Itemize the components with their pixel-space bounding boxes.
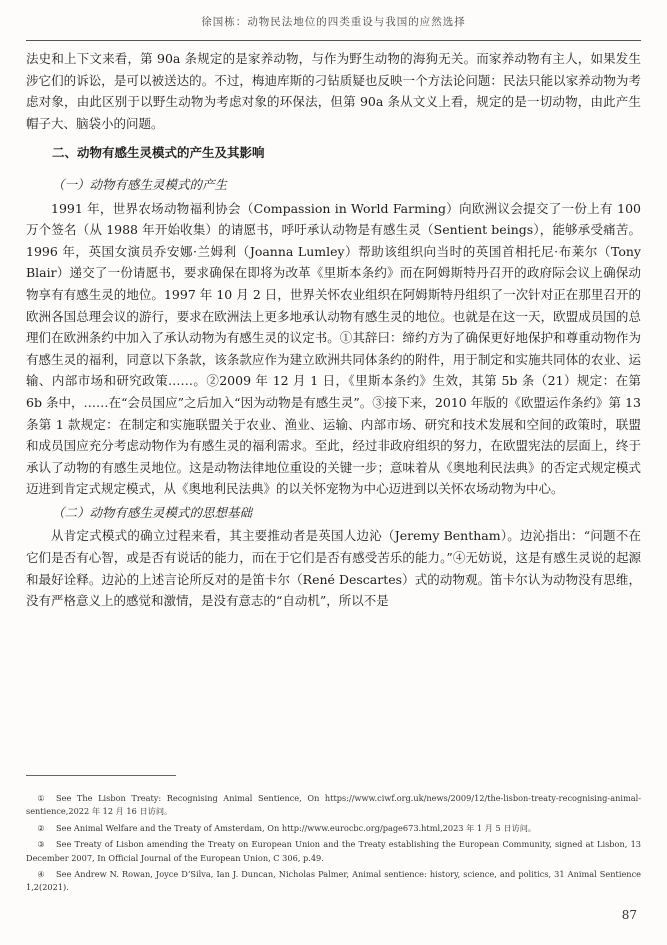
footnote-rule (26, 775, 176, 776)
footnote-text: See Animal Welfare and the Treaty of Amsterdam, On http://www.eurocbc.org/page673.html,2023 年 1 月 5 日访问。 (56, 822, 537, 833)
subsection-heading-origin: （一）动物有感生灵模式的产生 (52, 176, 228, 192)
page-number: 87 (621, 908, 637, 922)
paragraph-bentham: 从肯定式模式的确立过程来看，其主要推动者是英国人边沁（Jeremy Bentham）。边沁指出：“问题不在它们是否有心智，或是否有说话的能力，而在于它们是否有感受苦乐的能力。”④无妨说，这是有感生灵说的起源和最好诠释。边沁的上述言论所反对的是笛卡尔（René Descartes）式的动物观。笛卡尔认为动物没有思维，没有严格意义上的感觉和激情，是没有意志的“自动机”，所以不是 (26, 528, 641, 609)
footnote-text: See Andrew N. Rowan, Joyce D’Silva, Ian J. Duncan, Nicholas Palmer, Animal sentience: history, science, and politics, 31 Animal Sentience 1,2(2021). (26, 869, 641, 893)
section-heading: 二、动物有感生灵模式的产生及其影响 (52, 145, 265, 161)
header-rule (26, 40, 641, 41)
footnote-text: See Treaty of Lisbon amending the Treaty on European Union and the Treaty establishing the European Community, signed at Lisbon, 13 December 2007, In Official Journal of the European Union, C 306, p.49. (26, 839, 641, 863)
footnote-1 (26, 792, 641, 819)
running-header: 徐国栋：动物民法地位的四类重设与我国的应然选择 (201, 16, 466, 28)
footnote-marker: ① (37, 793, 45, 803)
subsection-heading-foundation: （二）动物有感生灵模式的思想基础 (52, 504, 253, 520)
footnote-marker: ② (37, 822, 45, 833)
paragraph-history: 1991 年，世界农场动物福利协会（Compassion in World Farming）向欧洲议会提交了一份上有 100 万个签名（从 1988 年开始收集）的请愿书，呼吁承认动物是有感生灵（Sentient beings），能够承受痛苦。1996 年，英国女演员乔安娜·兰姆利（Joanna Lumley）帮助该组织向当时的英国首相托尼·布莱尔（Tony Blair）递交了一份请愿书，要求确保在即将为改革《里斯本条约》而在阿姆斯特丹召开的政府际会议上确保动物享有有感生灵的地位。1997 年 10 月 2 日，世界关怀农业组织在阿姆斯特丹组织了一次针对正在那里召开的欧洲各国总理会议的游行，要求在欧洲法上更多地承认动物有感生灵的地位。也就是在这一天，欧盟成员国的总理们在欧洲条约中加入了承认动物为有感生灵的议定书。①其辞曰：缔约方为了确保更好地保护和尊重动物作为有感生灵的福利，同意以下条款，该条款应作为建立欧洲共同体条约的附件，用于制定和实施共同体的农业、运输、内部市场和研究政策……。②2009 年 12 月 1 日，《里斯本条约》生效，其第 5b 条（21）规定：在第 6b 条中，……在“会员国应”之后加入“因为动物是有感生灵”。③接下来，2010 年版的《欧盟运作条约》第 13 条第 1 款规定：在制定和实施联盟关于农业、渔业、运输、内部市场、研究和技术发展和空间的政策时，联盟和成员国应充分考虑动物作为有感生灵的福利需求。至此，经过非政府组织的努力，在欧盟宪法的层面上，终于承认了动物的有感生灵地位。这是动物法律地位重设的关键一步；意味着从《奥地利民法典》的否定式规定模式迈进到肯定式规定模式，从《奥地利民法典》的以关怀宠物为中心迈进到以关怀农场动物为中心。 (26, 200, 641, 497)
footnote-4 (26, 868, 641, 895)
main-body (26, 48, 641, 612)
footnote-2 (26, 822, 641, 835)
paragraph-intro: 法史和上下文来看，第 90a 条规定的是家养动物，与作为野生动物的海狗无关。而家养动物有主人，如果发生涉它们的诉讼，是可以被送达的。不过，梅迪库斯的刁钻质疑也反映一个方法论问题：民法只能以家养动物为考虑对象，由此区别于以野生动物为考虑对象的环保法，但第 90a 条从文义上看，规定的是一切动物，由此产生帽子大、脑袋小的问题。 (26, 51, 641, 131)
footnote-text: See The Lisbon Treaty: Recognising Animal Sentience, On https://www.ciwf.org.uk/news/2009/12/the-lisbon-treaty-recognising-animal-sentience,2022 年 12 月 16 日访问。 (26, 793, 641, 817)
footnotes (26, 792, 641, 898)
footnote-3 (26, 838, 641, 865)
footnote-marker: ④ (37, 869, 45, 880)
footnote-marker: ③ (37, 839, 45, 850)
